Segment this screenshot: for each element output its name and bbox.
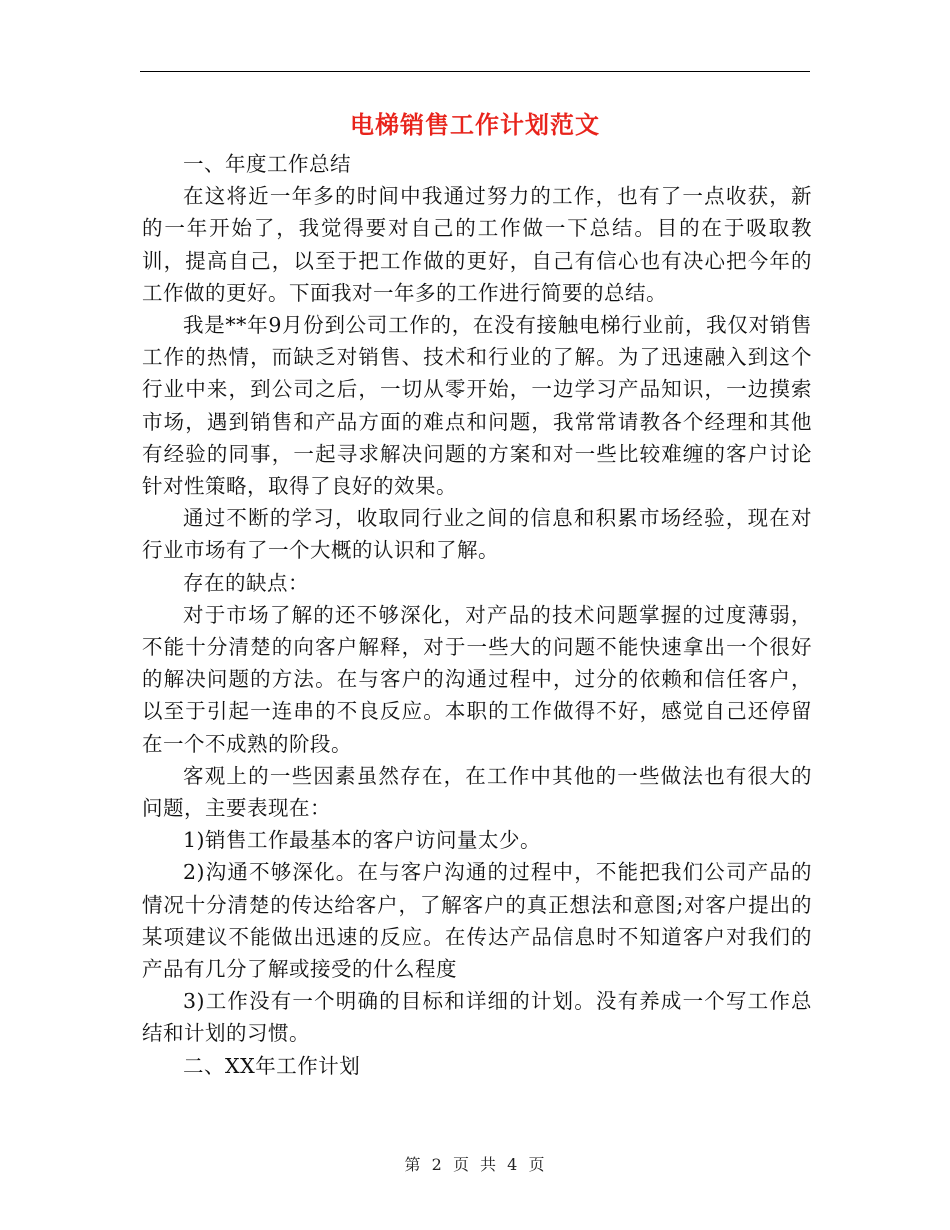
header-rule <box>140 71 810 72</box>
footer-current-page: 2 <box>431 1155 443 1174</box>
paragraph-background: 我是**年9月份到公司工作的，在没有接触电梯行业前，我仅对销售工作的热情，而缺乏对销售、技术和行业的了解。为了迅速融入到这个行业中来，到公司之后，一切从零开始，一边学习产品知识，一边摸索市场，遇到销售和产品方面的难点和问题，我常常请教各个经理和其他有经验的同事，一起寻求解决问题的方案和对一些比较难缠的客户讨论针对性策略，取得了良好的效果。 <box>142 313 812 499</box>
footer-total-word: 共 <box>480 1155 498 1174</box>
page-footer <box>0 1152 950 1175</box>
paragraph-problems-intro: 客观上的一些因素虽然存在，在工作中其他的一些做法也有很大的问题，主要表现在： <box>142 763 812 821</box>
list-item-2: 2)沟通不够深化。在与客户沟通的过程中，不能把我们公司产品的情况十分清楚的传达给客户，了解客户的真正想法和意图;对客户提出的某项建议不能做出迅速的反应。在传达产品信息时不知道客户对我们的产品有几分了解或接受的什么程度 <box>142 860 812 982</box>
footer-suffix: 页 <box>528 1155 546 1174</box>
paragraph-learning: 通过不断的学习，收取同行业之间的信息和积累市场经验，现在对行业市场有了一个大概的认识和了解。 <box>142 506 812 563</box>
document-title: 电梯销售工作计划范文 <box>350 111 600 139</box>
footer-total-pages: 4 <box>507 1155 519 1174</box>
paragraph-shortcomings-heading: 存在的缺点： <box>183 570 309 595</box>
list-item-3: 3)工作没有一个明确的目标和详细的计划。没有养成一个写工作总结和计划的习惯。 <box>142 989 812 1046</box>
section-heading-plan: 二、XX年工作计划 <box>183 1053 361 1078</box>
footer-page-word: 页 <box>452 1155 470 1174</box>
paragraph-shortcomings: 对于市场了解的还不够深化，对产品的技术问题掌握的过度薄弱，不能十分清楚的向客户解释，对于一些大的问题不能快速拿出一个很好的解决问题的方法。在与客户的沟通过程中，过分的依赖和信任客户，以至于引起一连串的不良反应。本职的工作做得不好，感觉自己还停留在一个不成熟的阶段。 <box>142 602 812 756</box>
document-body <box>142 148 812 1082</box>
footer-prefix: 第 <box>404 1155 422 1174</box>
list-item-1: 1)销售工作最基本的客户访问量太少。 <box>183 828 542 853</box>
section-heading-summary: 一、年度工作总结 <box>183 152 351 176</box>
paragraph-intro: 在这将近一年多的时间中我通过努力的工作，也有了一点收获，新的一年开始了，我觉得要对自己的工作做一下总结。目的在于吸取教训，提高自己，以至于把工作做的更好，自己有信心也有决心把今年的工作做的更好。下面我对一年多的工作进行简要的总结。 <box>142 184 812 305</box>
